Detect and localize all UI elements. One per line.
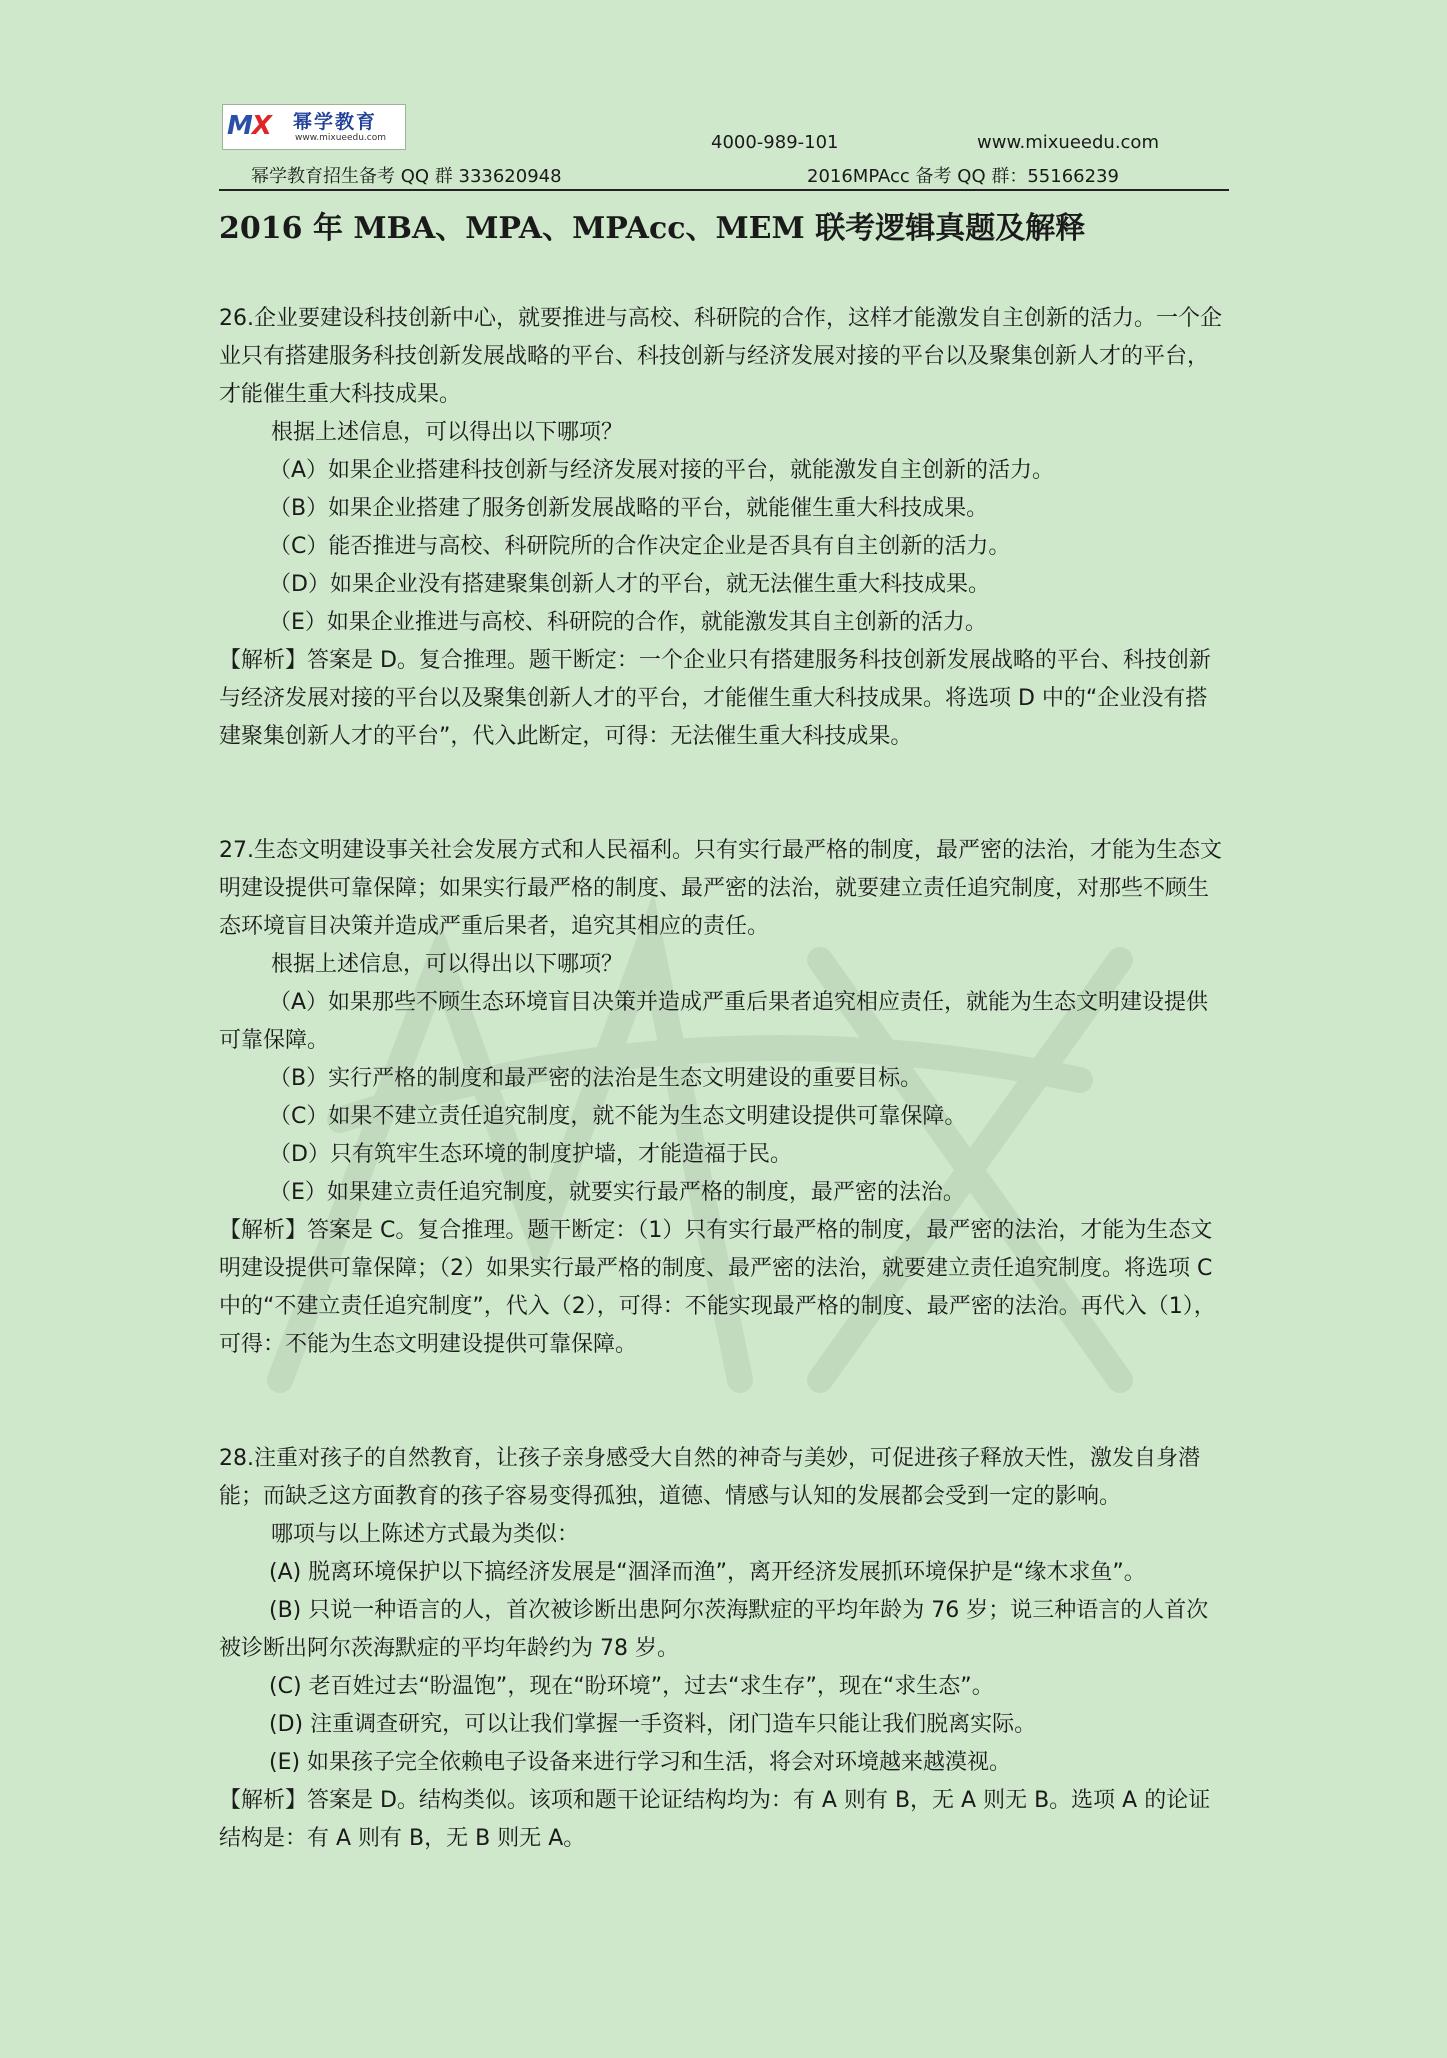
- question-stem: 26.企业要建设科技创新中心，就要推进与高校、科研院的合作，这样才能激发自主创新的活力。一个企业只有搭建服务科技创新发展战略的平台、科技创新与经济发展对接的平台以及聚集创新人才的平台，才能催生重大科技成果。: [219, 306, 1222, 407]
- option-a: (A) 脱离环境保护以下搞经济发展是“涸泽而渔”，离开经济发展抓环境保护是“缘木求鱼”。: [269, 1560, 1146, 1585]
- spacer: [219, 794, 1229, 832]
- question-26: [219, 300, 1229, 756]
- header-phone: 4000-989-101: [711, 132, 839, 153]
- option-c: (C) 老百姓过去“盼温饱”，现在“盼环境”，过去“求生存”，现在“求生态”。: [269, 1674, 994, 1699]
- option-c: （C）如果不建立责任追究制度，就不能为生态文明建设提供可靠保障。: [269, 1104, 967, 1129]
- option-d: （D）如果企业没有搭建聚集创新人才的平台，就无法催生重大科技成果。: [269, 572, 990, 597]
- logo-mark: MX: [227, 111, 271, 141]
- question-stem: 27.生态文明建设事关社会发展方式和人民福利。只有实行最严格的制度，最严密的法治，才能为生态文明建设提供可靠保障；如果实行最严格的制度、最严密的法治，就要建立责任追究制度，对那些不顾生态环境盲目决策并造成严重后果者，追究其相应的责任。: [219, 838, 1222, 939]
- option-b: (B) 只说一种语言的人，首次被诊断出患阿尔茨海默症的平均年龄为 76 岁；说三种语言的人首次被诊断出阿尔茨海默症的平均年龄约为 78 岁。: [219, 1598, 1209, 1661]
- question-stem: 28.注重对孩子的自然教育，让孩子亲身感受大自然的神奇与美妙，可促进孩子释放天性，激发自身潜能；而缺乏这方面教育的孩子容易变得孤独，道德、情感与认知的发展都会受到一定的影响。: [219, 1446, 1200, 1509]
- question-analysis: 【解析】答案是 C。复合推理。题干断定：（1）只有实行最严格的制度，最严密的法治，才能为生态文明建设提供可靠保障；（2）如果实行最严格的制度、最严密的法治，就要建立责任追究制度。将选项 C 中的“不建立责任追究制度”，代入（2），可得：不能实现最严格的制度、最严密的法治。再代入（1），可得：不能为生态文明建设提供可靠保障。: [219, 1218, 1216, 1357]
- header-qq-group-mpacc: 2016MPAcc 备考 QQ 群：55166239: [807, 166, 1119, 187]
- option-e: (E) 如果孩子完全依赖电子设备来进行学习和生活，将会对环境越来越漠视。: [269, 1750, 1012, 1775]
- option-e: （E）如果企业推进与高校、科研院的合作，就能激发其自主创新的活力。: [269, 610, 987, 635]
- header-divider: [219, 189, 1229, 191]
- question-28: [219, 1440, 1229, 1858]
- option-c: （C）能否推进与高校、科研院所的合作决定企业是否具有自主创新的活力。: [269, 534, 1011, 559]
- logo-url: www.mixueedu.com: [295, 133, 386, 143]
- question-analysis: 【解析】答案是 D。结构类似。该项和题干论证结构均为：有 A 则有 B，无 A 则无 B。选项 A 的论证结构是：有 A 则有 B，无 B 则无 A。: [219, 1788, 1211, 1851]
- question-prompt: 根据上述信息，可以得出以下哪项？: [271, 952, 624, 977]
- option-b: （B）如果企业搭建了服务创新发展战略的平台，就能催生重大科技成果。: [269, 496, 989, 521]
- spacer: [219, 1402, 1229, 1440]
- question-prompt: 哪项与以上陈述方式最为类似：: [271, 1522, 580, 1547]
- logo-name: 幂学教育: [293, 111, 378, 133]
- option-d: (D) 注重调查研究，可以让我们掌握一手资料，闭门造车只能让我们脱离实际。: [269, 1712, 1037, 1737]
- option-a: （A）如果那些不顾生态环境盲目决策并造成严重后果者追究相应责任，就能为生态文明建设提供可靠保障。: [219, 990, 1209, 1053]
- header-website: www.mixueedu.com: [977, 132, 1159, 153]
- brand-logo: [222, 104, 406, 150]
- question-prompt: 根据上述信息，可以得出以下哪项？: [271, 420, 624, 445]
- option-d: （D）只有筑牢生态环境的制度护墙，才能造福于民。: [269, 1142, 792, 1167]
- page-header: [219, 104, 1229, 190]
- question-list: [219, 300, 1229, 1896]
- option-a: （A）如果企业搭建科技创新与经济发展对接的平台，就能激发自主创新的活力。: [269, 458, 1055, 483]
- question-analysis: 【解析】答案是 D。复合推理。题干断定：一个企业只有搭建服务科技创新发展战略的平台、科技创新与经济发展对接的平台以及聚集创新人才的平台，才能催生重大科技成果。将选项 D 中的“企业没有搭建聚集创新人才的平台”，代入此断定，可得：无法催生重大科技成果。: [219, 648, 1211, 749]
- header-qq-group-admissions: 幂学教育招生备考 QQ 群 333620948: [251, 166, 562, 187]
- option-e: （E）如果建立责任追究制度，就要实行最严格的制度，最严密的法治。: [269, 1180, 965, 1205]
- page-title: 2016 年 MBA、MPA、MPAcc、MEM 联考逻辑真题及解释: [219, 211, 1086, 246]
- question-27: [219, 832, 1229, 1364]
- option-b: （B）实行严格的制度和最严密的法治是生态文明建设的重要目标。: [269, 1066, 923, 1091]
